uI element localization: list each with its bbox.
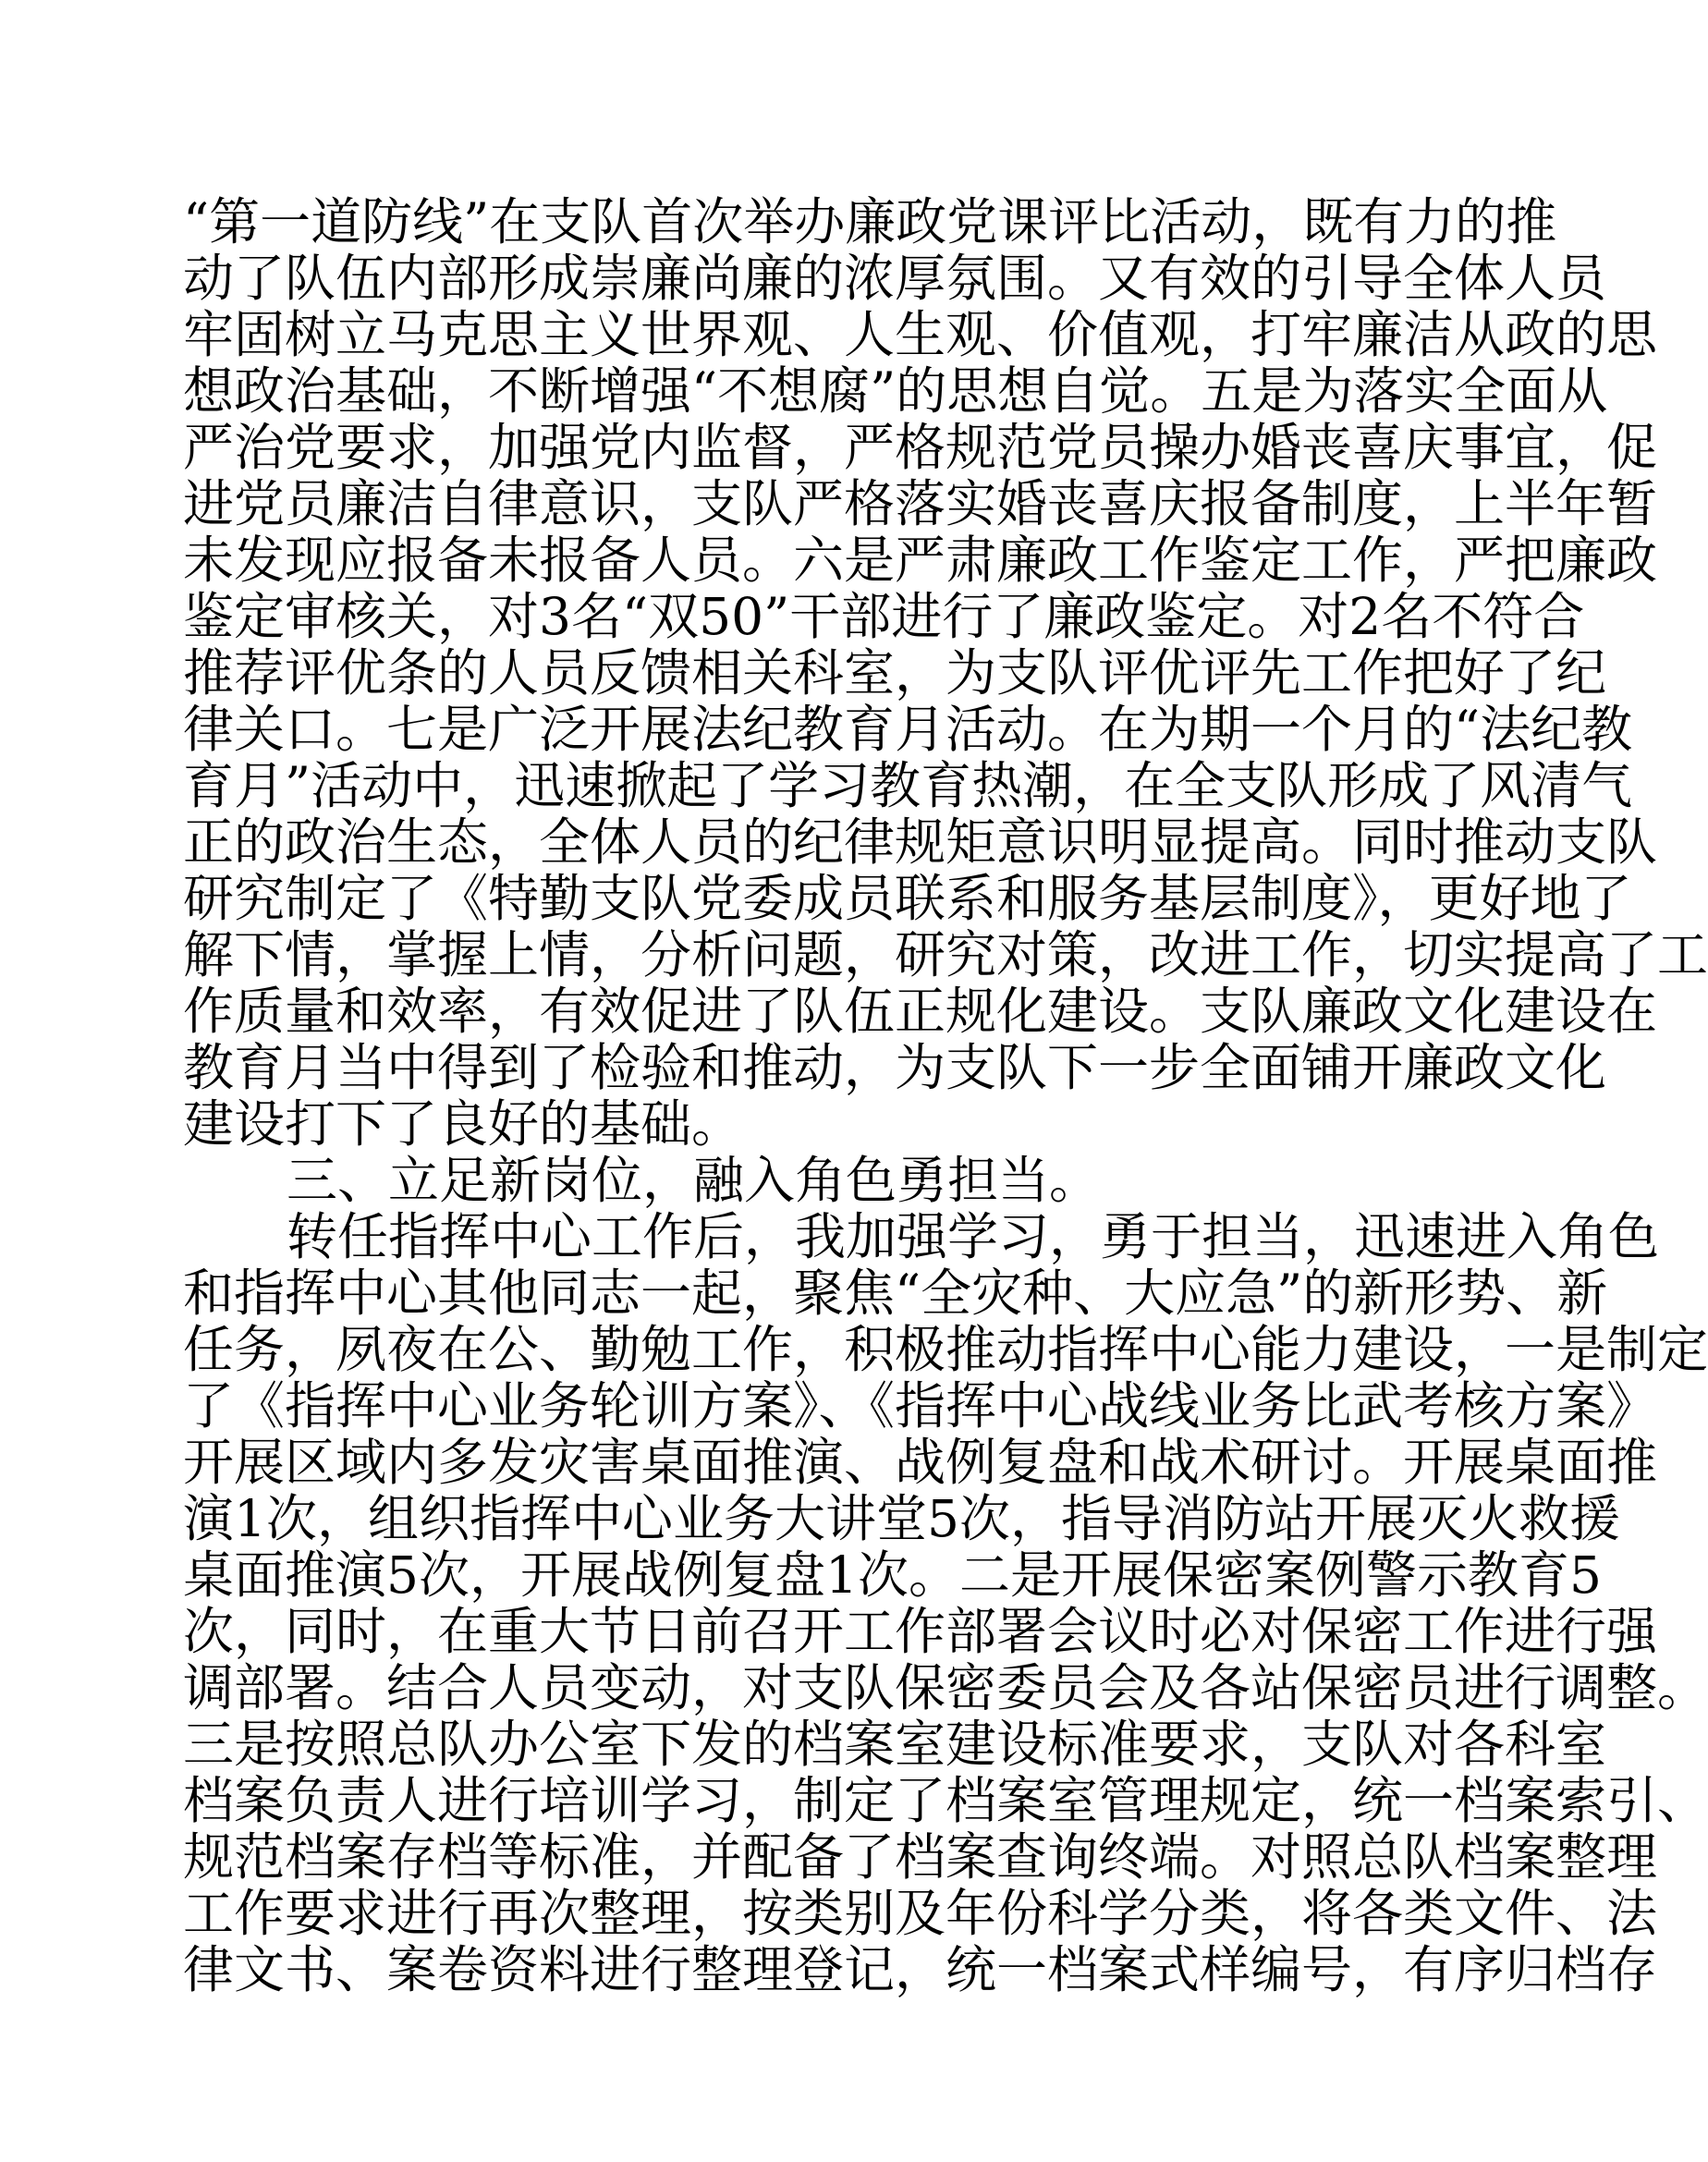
text-line: 调部署。结合人员变动，对支队保密委员会及各站保密员进行调整。 [183, 1658, 1708, 1717]
text-line: 任务，夙夜在公、勤勉工作，积极推动指挥中心能力建设，一是制定 [183, 1320, 1708, 1379]
text-line: 和指挥中心其他同志一起，聚焦“全灾种、大应急”的新形势、新 [183, 1264, 1608, 1323]
text-line: 动了队伍内部形成崇廉尚廉的浓厚氛围。又有效的引导全体人员 [183, 249, 1607, 308]
text-line: 建设打下了良好的基础。 [183, 1094, 743, 1154]
text-line: “第一道防线”在支队首次举办廉政党课评比活动，既有力的推 [183, 192, 1557, 251]
text-line: 严治党要求，加强党内监督，严格规范党员操办婚丧喜庆事宜，促 [183, 418, 1658, 477]
text-line: 规范档案存档等标准，并配备了档案查询终端。对照总队档案整理 [183, 1827, 1658, 1887]
text-line: 推荐评优条的人员反馈相关科室，为支队评优评先工作把好了纪 [183, 643, 1607, 702]
text-line: 研究制定了《特勤支队党委成员联系和服务基层制度》，更好地了 [183, 869, 1632, 928]
text-line: 牢固树立马克思主义世界观、人生观、价值观，打牢廉洁从政的思 [183, 305, 1658, 364]
section-heading: 三、立足新岗位，融入角色勇担当。 [287, 1151, 1101, 1210]
text-line: 桌面推演5次，开展战例复盘1次。二是开展保密案例警示教育5 [183, 1545, 1602, 1605]
text-line: 未发现应报备未报备人员。六是严肃廉政工作鉴定工作，严把廉政 [183, 531, 1658, 590]
text-line: 想政治基础，不断增强“不想腐”的思想自觉。五是为落实全面从 [183, 361, 1608, 421]
text-line: 演1次，组织指挥中心业务大讲堂5次，指导消防站开展灭火救援 [183, 1489, 1620, 1548]
text-line: 解下情，掌握上情，分析问题，研究对策，改进工作，切实提高了工 [183, 925, 1708, 984]
text-line: 转任指挥中心工作后，我加强学习，勇于担当，迅速进入角色 [287, 1207, 1660, 1266]
text-line: 开展区域内多发灾害桌面推演、战例复盘和战术研讨。开展桌面推 [183, 1433, 1658, 1492]
paragraph-discipline-work [183, 192, 1708, 1154]
text-line: 育月”活动中，迅速掀起了学习教育热潮，在全支队形成了风清气 [183, 756, 1633, 815]
document-page [183, 192, 1708, 1999]
text-line: 作质量和效率，有效促进了队伍正规化建设。支队廉政文化建设在 [183, 982, 1658, 1041]
text-line: 律文书、案卷资料进行整理登记，统一档案式样编号，有序归档存 [183, 1940, 1658, 1999]
text-line: 教育月当中得到了检验和推动，为支队下一步全面铺开廉政文化 [183, 1038, 1607, 1097]
paragraph-command-center [183, 1207, 1708, 1999]
text-line: 档案负责人进行培训学习，制定了档案室管理规定，统一档案索引、 [183, 1771, 1708, 1830]
text-line: 三是按照总队办公室下发的档案室建设标准要求，支队对各科室 [183, 1715, 1607, 1774]
text-line: 次，同时，在重大节日前召开工作部署会议时必对保密工作进行强 [183, 1602, 1658, 1661]
text-line: 进党员廉洁自律意识，支队严格落实婚丧喜庆报备制度，上半年暂 [183, 474, 1658, 533]
text-line: 正的政治生态，全体人员的纪律规矩意识明显提高。同时推动支队 [183, 812, 1658, 872]
text-line: 鉴定审核关，对3名“双50”干部进行了廉政鉴定。对2名不符合 [183, 587, 1585, 646]
text-line: 了《指挥中心业务轮训方案》、《指挥中心战线业务比武考核方案》 [183, 1376, 1658, 1435]
text-line: 律关口。七是广泛开展法纪教育月活动。在为期一个月的“法纪教 [183, 700, 1633, 759]
text-line: 工作要求进行再次整理，按类别及年份科学分类，将各类文件、法 [183, 1884, 1658, 1943]
